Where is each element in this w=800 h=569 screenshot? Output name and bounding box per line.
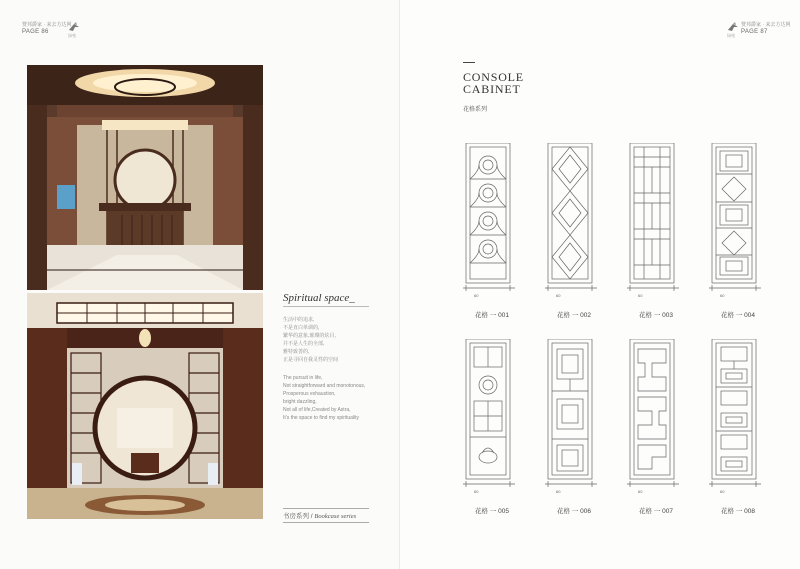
caption-en-line: It’s the space to find my spirituality (283, 415, 360, 421)
caption-en-line: bright dazzling, (283, 399, 317, 405)
left-page-number: PAGE 86 (22, 29, 49, 35)
caption-en-line: The pursuit in life, (283, 375, 323, 381)
caption-divider (283, 306, 369, 307)
panel-label-001: 花格 一 001 (475, 312, 509, 319)
panel-dimension: 60 (638, 293, 643, 298)
title-rule (463, 62, 475, 63)
caption-cn-line: 不是直白单调的, (283, 325, 320, 331)
right-page-number: PAGE 87 (741, 29, 768, 35)
panel-label-007: 花格 一 007 (639, 508, 673, 515)
panel-dimension: 60 (474, 293, 479, 298)
left-header-line: 赞邦爵家 · 来去方达网 (22, 22, 72, 28)
panel-dimension: 60 (474, 489, 479, 494)
caption-chinese-text (283, 316, 338, 364)
left-header (22, 22, 71, 36)
lattice-panel-006 (545, 339, 603, 499)
lattice-panel-005 (463, 339, 521, 499)
caption-title: Spiritual space_ (283, 292, 355, 304)
page-subtitle: 花格系列 (463, 107, 488, 113)
lattice-panel-004 (709, 143, 767, 303)
caption-en-line: Not all of life,Created by Astra, (283, 407, 351, 413)
caption-cn-line: 生活中的追求, (283, 317, 315, 323)
right-header (741, 22, 790, 36)
page-title-line1: CONSOLE (463, 70, 524, 84)
caption-cn-line: 正是寻回自我灵性的空间 (283, 357, 339, 363)
panel-label-005: 花格 一 005 (475, 508, 509, 515)
series-label-sep: / (309, 513, 315, 520)
panel-label-008: 花格 一 008 (721, 508, 755, 515)
caption-cn-line: 雅特致善的, (283, 349, 310, 355)
panel-label-006: 花格 一 006 (557, 508, 591, 515)
panel-dimension: 60 (720, 293, 725, 298)
lattice-panel-001 (463, 143, 521, 303)
panel-dimension: 60 (720, 489, 725, 494)
panel-dimension: 60 (556, 293, 561, 298)
series-label-en: Bookcase series (314, 513, 357, 520)
page-title (463, 71, 524, 95)
panel-label-003: 花格 一 003 (639, 312, 673, 319)
lattice-panel-007 (627, 339, 685, 499)
caption-english-text (283, 374, 365, 422)
interior-photo-study (27, 293, 263, 519)
series-label-cn: 书房系列 (283, 513, 309, 520)
panel-label-004: 花格 一 004 (721, 312, 755, 319)
panel-dimension: 60 (638, 489, 643, 494)
panel-dimension: 60 (556, 489, 561, 494)
interior-photo-foyer (27, 65, 263, 290)
right-header-line: 赞邦爵家 · 来去方达网 (741, 22, 791, 28)
caption-cn-line: 繁华的意象,璀璨的炫目, (283, 333, 336, 339)
caption-cn-line: 并不是人生的全部, (283, 341, 325, 347)
page-title-line2: CABINET (463, 82, 521, 96)
panel-label-002: 花格 一 002 (557, 312, 591, 319)
right-logo-caption: 绿苑 (727, 33, 735, 38)
lattice-panel-002 (545, 143, 603, 303)
caption-en-line: Prosperous exhaustion, (283, 391, 336, 397)
series-label (283, 508, 369, 523)
left-logo-caption: 绿苑 (68, 33, 76, 38)
lattice-panel-008 (709, 339, 767, 499)
lattice-panel-003 (627, 143, 685, 303)
caption-en-line: Not straightforward and monotonous, (283, 383, 366, 389)
